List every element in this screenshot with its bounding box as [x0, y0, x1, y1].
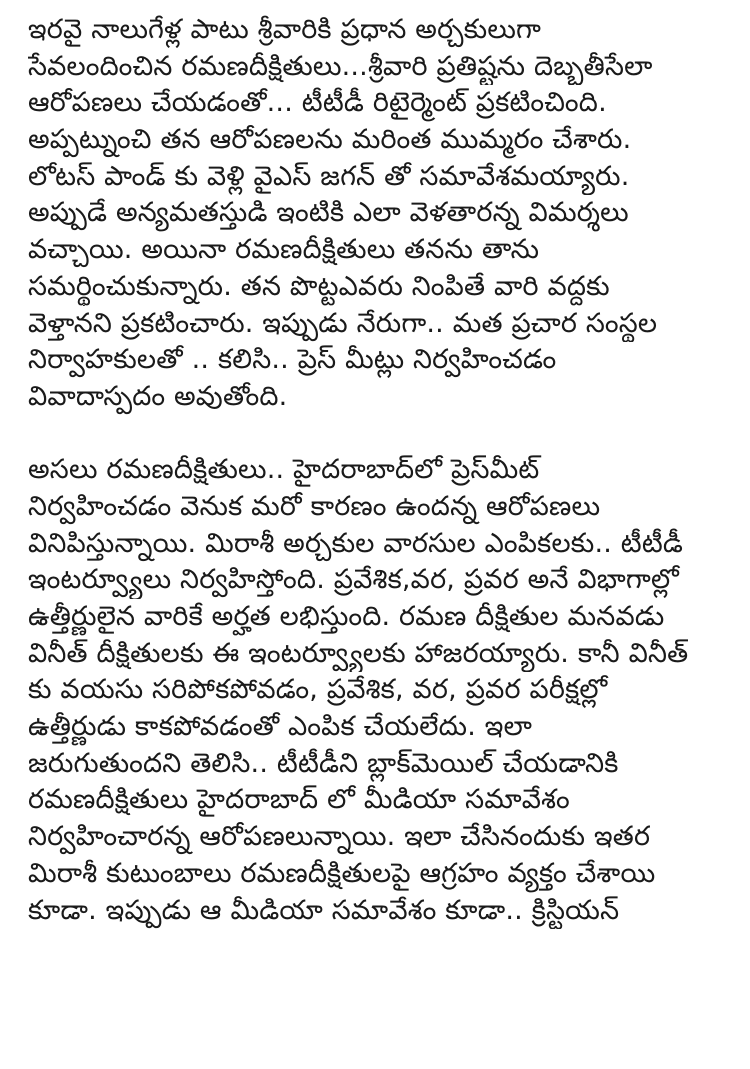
text-line: అప్పుడే అన్యమతస్తుడి ఇంటికి ఎలా వెళతారన్న విమర్శలు — [28, 197, 629, 229]
text-line: మిరాశీ కుటుంబాలు రమణదీక్షితులపై ఆగ్రహం వ్యక్తం చేశాయి — [28, 857, 656, 889]
text-line: సమర్థించుకున్నారు. తన పొట్టఎవరు నింపితే వారి వద్దకు — [28, 270, 610, 302]
text-line: రమణదీక్షితులు హైదరాబాద్ లో మీడియా సమావేశం — [28, 784, 570, 816]
text-line: ఆరోపణలు చేయడంతో... టీటీడీ రిటైర్మెంట్ ప్రకటించింది. — [28, 87, 607, 119]
text-line: వినీత్ దీక్షితులకు ఈ ఇంటర్వ్యూలకు హాజరయ్యారు. కానీ వినీత్ — [28, 637, 689, 669]
article-body — [28, 12, 744, 929]
text-line: అప్పట్నుంచి తన ఆరోపణలను మరింత ముమ్మరం చేశారు. — [28, 124, 632, 156]
text-line: నిర్వాహకులతో .. కలిసి.. ప్రెస్ మీట్లు నిర్వహించడం — [28, 344, 557, 376]
text-line: నిర్వహించారన్న ఆరోపణలున్నాయి. ఇలా చేసినందుకు ఇతర — [28, 821, 651, 853]
text-line: ఉత్తీర్ణుడు కాకపోవడంతో ఎంపిక చేయలేదు. ఇలా — [28, 711, 533, 743]
text-line: వినిపిస్తున్నాయి. మిరాశీ అర్చకుల వారసుల ఎంపికలకు.. టీటీడీ — [28, 527, 684, 559]
text-line: జరుగుతుందని తెలిసి.. టీటీడీని బ్లాక్‌మెయిల్ చేయడానికి — [28, 747, 619, 779]
text-line: కు వయసు సరిపోకపోవడం, ప్రవేశిక, వర, ప్రవర పరీక్షల్లో — [28, 674, 608, 706]
paragraph-1 — [28, 12, 744, 416]
text-line: ఉత్తీర్ణులైన వారికే అర్హత లభిస్తుంది. రమణ దీక్షితుల మనవడు — [28, 601, 665, 632]
text-line: ఇంటర్వ్యూలు నిర్వహిస్తోంది. ప్రవేశిక,వర, ప్రవర అనే విభాగాల్లో — [28, 564, 679, 596]
text-line: అసలు రమణదీక్షితులు.. హైదరాబాద్‌లో ప్రెస్‌మీట్ — [28, 454, 540, 486]
paragraph-2 — [28, 452, 744, 929]
paragraph-spacer — [28, 416, 744, 453]
text-line: కూడా. ఇప్పుడు ఆ మీడియా సమావేశం కూడా.. క్రిస్టియన్ — [28, 894, 620, 926]
text-line: లోటస్ పాండ్ కు వెళ్లి వైఎస్ జగన్ తో సమావేశమయ్యారు. — [28, 160, 630, 192]
text-line: వచ్చాయి. అయినా రమణదీక్షితులు తనను తాను — [28, 234, 540, 266]
text-line: వివాదాస్పదం అవుతోంది. — [28, 380, 288, 412]
text-line: వెళ్తానని ప్రకటించారు. ఇప్పుడు నేరుగా.. మత ప్రచార సంస్థల — [28, 307, 658, 339]
text-line: సేవలందించిన రమణదీక్షితులు...శ్రీవారి ప్రతిష్టను దెబ్బతీసేలా — [28, 50, 653, 82]
text-line: ఇరవై నాలుగేళ్ల పాటు శ్రీవారికి ప్రధాన అర్చకులుగా — [28, 14, 542, 45]
text-line: నిర్వహించడం వెనుక మరో కారణం ఉందన్న ఆరోపణలు — [28, 490, 601, 522]
